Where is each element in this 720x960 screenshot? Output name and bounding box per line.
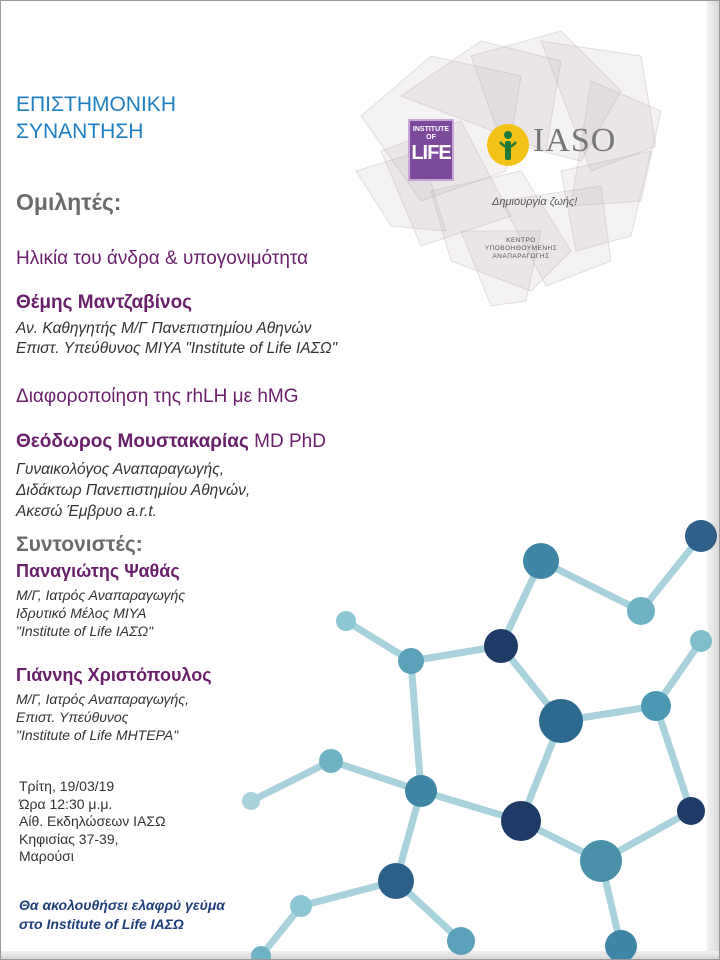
coordinator-role-line: Ιδρυτικό Μέλος ΜΙΥΑ [16,605,147,621]
speaker-name-2 [16,431,326,453]
page-title-line2: ΣΥΝΑΝΤΗΣΗ [16,120,144,143]
speaker-name-2-suffix: MD PhD [254,431,326,452]
speaker-name-2-text: Θεόδωρος Μουστακαρίας [16,431,249,452]
page-title [16,91,176,145]
iaso-center-label [471,237,571,261]
iaso-tagline: Δημιουργία ζωής! [492,196,578,208]
coordinator-role-line: "Institute of Life ΜΗΤΕΡΑ" [16,727,179,743]
speaker-role-line: Γυναικολόγος Αναπαραγωγής, [16,461,225,478]
event-city: Μαρούσι [19,848,74,864]
logo-life-line2: LIFE [411,142,451,164]
speaker-role-2 [16,459,250,522]
iaso-figure-icon [487,124,529,166]
coordinator-role-line: Μ/Γ, Ιατρός Αναπαραγωγής, [16,691,189,707]
footer-line1: Θα ακολουθήσει ελαφρύ γεύμα [19,897,225,913]
page-title-line1: ΕΠΙΣΤΗΜΟΝΙΚΗ [16,93,176,116]
talk-topic-2: Διαφοροποίηση της rhLH με hMG [16,386,299,407]
speaker-role-1 [16,319,337,359]
speaker-role-line: Ακεσώ Έμβρυο a.r.t. [16,503,157,520]
iaso-logo-text: IASO [533,122,617,159]
footer-line2: στο Institute of Life ΙΑΣΩ [19,916,184,932]
talk-topic-1: Ηλικία του άνδρα & υπογονιμότητα [16,248,309,269]
coordinator-name-2: Γιάννης Χριστόπουλος [16,665,212,685]
coordinators-heading: Συντονιστές: [16,533,143,556]
iaso-center-line2: ΥΠΟΒΟΗΘΟΥΜΕΝΗΣ [484,245,558,252]
coordinator-role-1 [16,586,185,640]
iaso-center-line1: ΚΕΝΤΡΟ [506,237,536,244]
speaker-name-1: Θέμης Μαντζαβίνος [16,292,193,313]
logo-life-line1: INSTITUTE OF [412,126,450,141]
event-date: Τρίτη, 19/03/19 [19,778,115,794]
footer-note [19,896,225,934]
iaso-person-icon [487,124,529,166]
speaker-role-line: Διδάκτωρ Πανεπιστημίου Αθηνών, [16,482,251,499]
speaker-role-line: Αν. Καθηγητής Μ/Γ Πανεπιστημίου Αθηνών [16,320,312,337]
event-venue: Αίθ. Εκδηλώσεων ΙΑΣΩ [19,813,166,829]
coordinator-role-line: Επιστ. Υπεύθυνος [16,709,129,725]
speakers-heading: Ομιλητές: [16,189,122,215]
coordinator-role-line: Μ/Γ, Ιατρός Αναπαραγωγής [16,587,186,603]
institute-of-life-logo [408,119,454,181]
coordinator-role-2 [16,690,189,744]
event-details [19,778,166,866]
event-address: Κηφισίας 37-39, [19,830,119,847]
coordinator-role-line: "Institute of Life ΙΑΣΩ" [16,623,154,639]
coordinator-name-1: Παναγιώτης Ψαθάς [16,561,180,581]
speaker-role-line: Επιστ. Υπεύθυνος ΜΙΥΑ "Institute of Life ΙΑΣΩ" [16,340,338,357]
iaso-center-line3: ΑΝΑΠΑΡΑΓΩΓΗΣ [492,253,550,260]
event-time: Ώρα 12:30 μ.μ. [19,795,113,812]
